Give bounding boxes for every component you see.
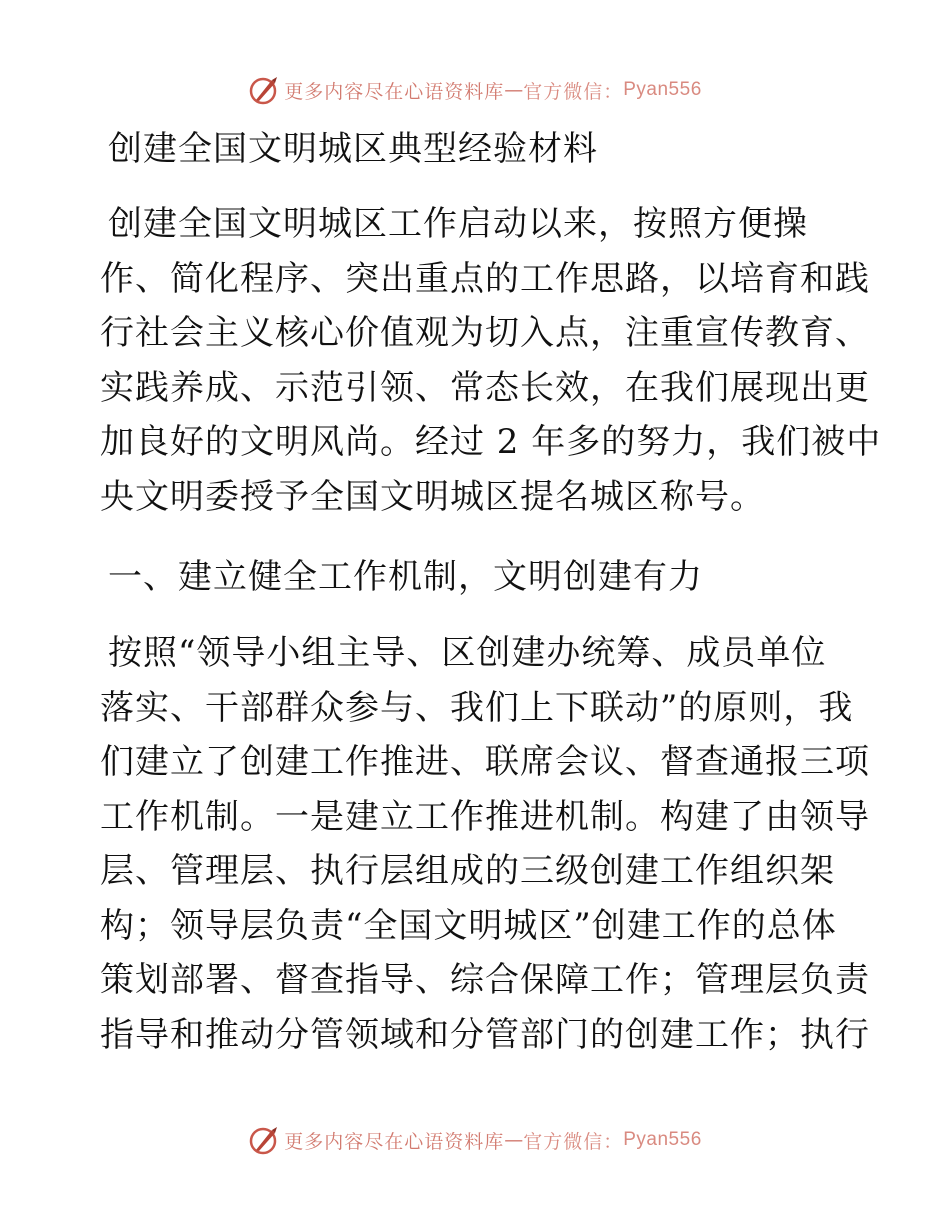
paragraph-line: 构；领导层负责“全国文明城区”创建工作的总体 <box>100 905 837 946</box>
paragraph-line: 行社会主义核心价值观为切入点，注重宣传教育、 <box>100 313 870 353</box>
paragraph-line: 加良好的文明风尚。经过 2 年多的努力，我们被中 <box>100 422 882 462</box>
watermark-brand: 更多内容尽在心语资料库 <box>284 80 505 103</box>
paragraph-line: 层、管理层、执行层组成的三级创建工作组织架 <box>100 851 835 891</box>
paragraph-line: 工作机制。一是建立工作推进机制。构建了由领导 <box>100 796 870 837</box>
watermark-wechat-id: Pyan556 <box>623 79 702 100</box>
paragraph-line: 策划部署、督查指导、综合保障工作；管理层负责 <box>100 960 870 1000</box>
intro-paragraph <box>100 197 882 524</box>
paragraph-line: 按照“领导小组主导、区创建办统筹、成员单位 <box>108 633 827 673</box>
section-paragraph <box>100 626 870 1062</box>
section-heading: 一、建立健全工作机制，文明创建有力 <box>108 557 703 597</box>
watermark-separator: — <box>504 79 524 101</box>
quill-pen-logo-icon <box>248 1124 280 1156</box>
paragraph-line: 实践养成、示范引领、常态长效，在我们展现出更 <box>100 367 870 408</box>
paragraph-line: 指导和推动分管领域和分管部门的创建工作；执行 <box>100 1014 870 1055</box>
watermark-separator: — <box>504 1129 524 1151</box>
paragraph-line: 央文明委授予全国文明城区提名城区称号。 <box>100 476 765 517</box>
watermark-brand: 更多内容尽在心语资料库 <box>284 1130 505 1153</box>
document-body <box>100 120 882 1062</box>
paragraph-line: 们建立了创建工作推进、联席会议、督查通报三项 <box>100 742 870 782</box>
document-title: 创建全国文明城区典型经验材料 <box>108 129 598 169</box>
paragraph-line: 创建全国文明城区工作启动以来，按照方便操 <box>108 204 808 244</box>
quill-pen-logo-icon <box>248 74 280 106</box>
watermark-wechat-id: Pyan556 <box>623 1129 702 1150</box>
watermark-header <box>0 70 950 110</box>
watermark-wechat-label: 官方微信： <box>523 80 624 103</box>
paragraph-line: 落实、干部群众参与、我们上下联动”的原则，我 <box>100 687 854 728</box>
watermark-wechat-label: 官方微信： <box>523 1130 624 1153</box>
paragraph-line: 作、简化程序、突出重点的工作思路，以培育和践 <box>100 258 870 299</box>
watermark-footer <box>0 1120 950 1160</box>
